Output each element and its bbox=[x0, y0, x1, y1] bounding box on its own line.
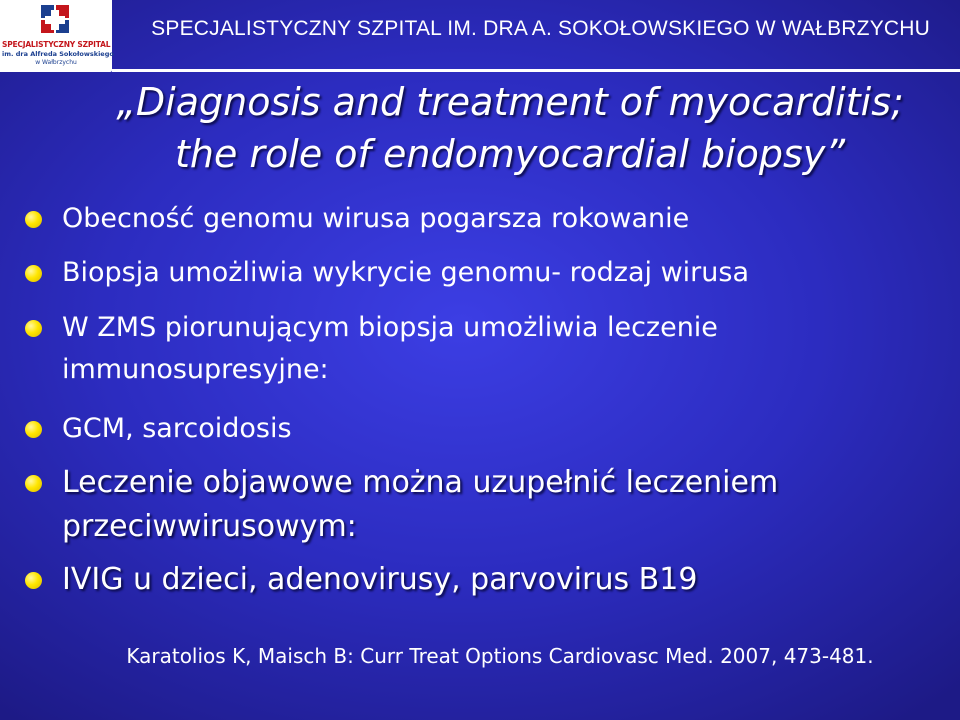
bullet-text: W ZMS piorunującym biopsja umożliwia leczenie bbox=[62, 312, 718, 343]
bullet-text: GCM, sarcoidosis bbox=[62, 413, 292, 444]
logo-text-line2: im. dra Alfreda Sokołowskiego bbox=[2, 50, 114, 58]
bullet-dot-icon bbox=[25, 421, 42, 438]
hospital-logo bbox=[0, 0, 112, 72]
bullet-text: Leczenie objawowe można uzupełnić leczeniem bbox=[62, 465, 779, 500]
bullet-dot-icon bbox=[25, 572, 42, 589]
hospital-cross-logo-icon bbox=[40, 4, 70, 36]
bullet-dot-icon bbox=[25, 211, 42, 228]
bullet-text-continuation: przeciwwirusowym: bbox=[62, 509, 357, 544]
bullet-text-continuation: immunosupresyjne: bbox=[62, 354, 329, 385]
logo-text-line1: SPECJALISTYCZNY SZPITAL bbox=[2, 40, 111, 49]
slide-title-line2: the role of endomyocardial biopsy” bbox=[174, 132, 846, 176]
slide-title bbox=[0, 76, 960, 180]
bullet-text: IVIG u dzieci, adenovirusy, parvovirus B19 bbox=[62, 562, 698, 597]
bullet-text: Obecność genomu wirusa pogarsza rokowanie bbox=[62, 203, 690, 234]
bullet-text: Biopsja umożliwia wykrycie genomu- rodzaj wirusa bbox=[62, 257, 750, 288]
header-divider bbox=[112, 69, 960, 72]
logo-text-line3: w Wałbrzychu bbox=[35, 59, 77, 66]
hospital-name: SPECJALISTYCZNY SZPITAL IM. DRA A. SOKOŁOWSKIEGO W WAŁBRZYCHU bbox=[151, 17, 930, 40]
citation: Karatolios K, Maisch B: Curr Treat Options Cardiovasc Med. 2007, 473-481. bbox=[126, 644, 874, 668]
header-bar bbox=[0, 0, 960, 72]
bullet-dot-icon bbox=[25, 265, 42, 282]
slide-title-line1: „Diagnosis and treatment of myocarditis; bbox=[116, 80, 904, 124]
bullet-dot-icon bbox=[25, 320, 42, 337]
bullet-dot-icon bbox=[25, 475, 42, 492]
